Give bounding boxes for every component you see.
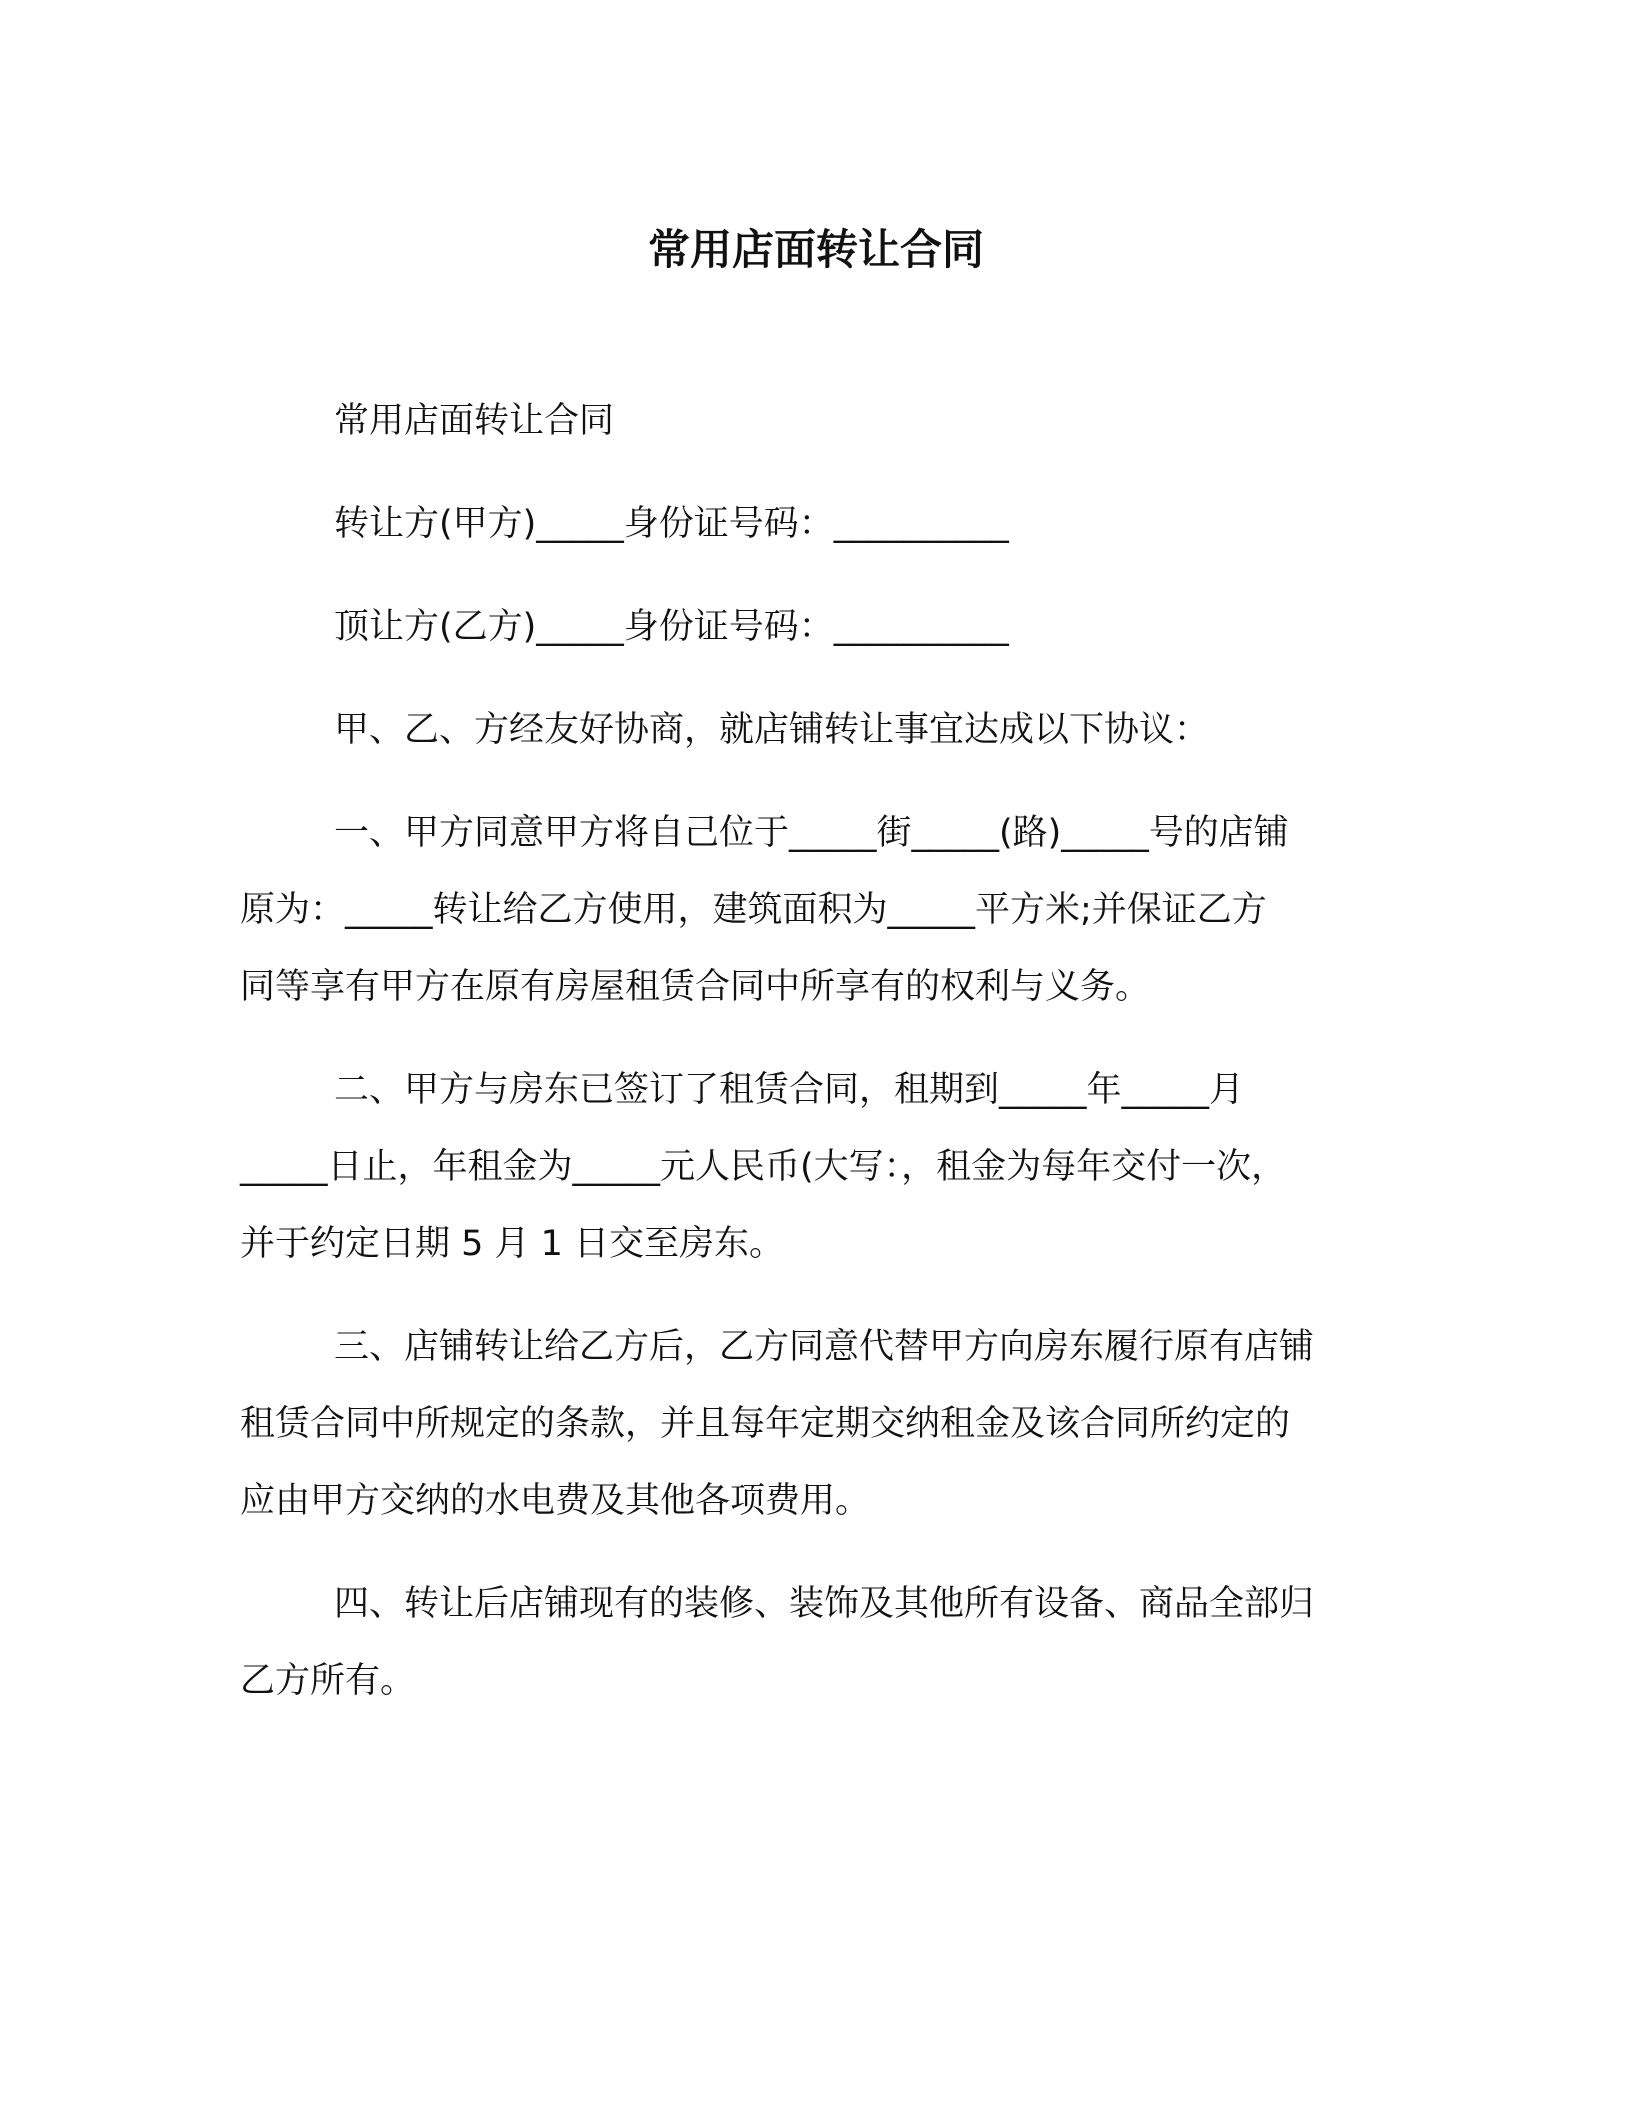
paragraph-line: _____日止，年租金为_____元人民币(大写：，租金为每年交付一次， xyxy=(240,1147,1287,1187)
paragraph-line: 原为：_____转让给乙方使用，建筑面积为_____平方米;并保证乙方 xyxy=(240,890,1267,930)
paragraph-clause-3 xyxy=(240,1309,1390,1540)
paragraph-line: 甲、乙、方经友好协商，就店铺转让事宜达成以下协议： xyxy=(334,710,1210,750)
paragraph-clause-2 xyxy=(240,1052,1390,1283)
paragraph-line: 同等享有甲方在原有房屋租赁合同中所享有的权利与义务。 xyxy=(240,967,1151,1007)
paragraph-preamble xyxy=(240,692,1390,769)
paragraph-line: 一、甲方同意甲方将自己位于_____街_____(路)_____号的店铺 xyxy=(334,813,1289,853)
paragraph-line: 四、转让后店铺现有的装修、装饰及其他所有设备、商品全部归 xyxy=(334,1584,1315,1624)
paragraph-line: 转让方(甲方)_____身份证号码：__________ xyxy=(334,504,1009,544)
document-body xyxy=(240,383,1390,1746)
paragraph-clause-4 xyxy=(240,1566,1390,1720)
paragraph-line: 常用店面转让合同 xyxy=(334,401,615,441)
paragraph-transferor xyxy=(240,486,1390,563)
paragraph-clause-1 xyxy=(240,795,1390,1026)
paragraph-transferee xyxy=(240,589,1390,666)
paragraph-line: 并于约定日期 5 月 1 日交至房东。 xyxy=(240,1224,785,1264)
paragraph-line: 应由甲方交纳的水电费及其他各项费用。 xyxy=(240,1481,871,1521)
document-title: 常用店面转让合同 xyxy=(647,225,984,274)
paragraph-line: 二、甲方与房东已签订了租赁合同，租期到_____年_____月 xyxy=(334,1070,1245,1110)
paragraph-line: 租赁合同中所规定的条款，并且每年定期交纳租金及该合同所约定的 xyxy=(240,1404,1291,1444)
paragraph-line: 三、店铺转让给乙方后，乙方同意代替甲方向房东履行原有店铺 xyxy=(334,1327,1315,1367)
paragraph-line: 乙方所有。 xyxy=(240,1661,416,1701)
paragraph-line: 顶让方(乙方)_____身份证号码：__________ xyxy=(334,607,1009,647)
paragraph-subtitle xyxy=(240,383,1390,460)
